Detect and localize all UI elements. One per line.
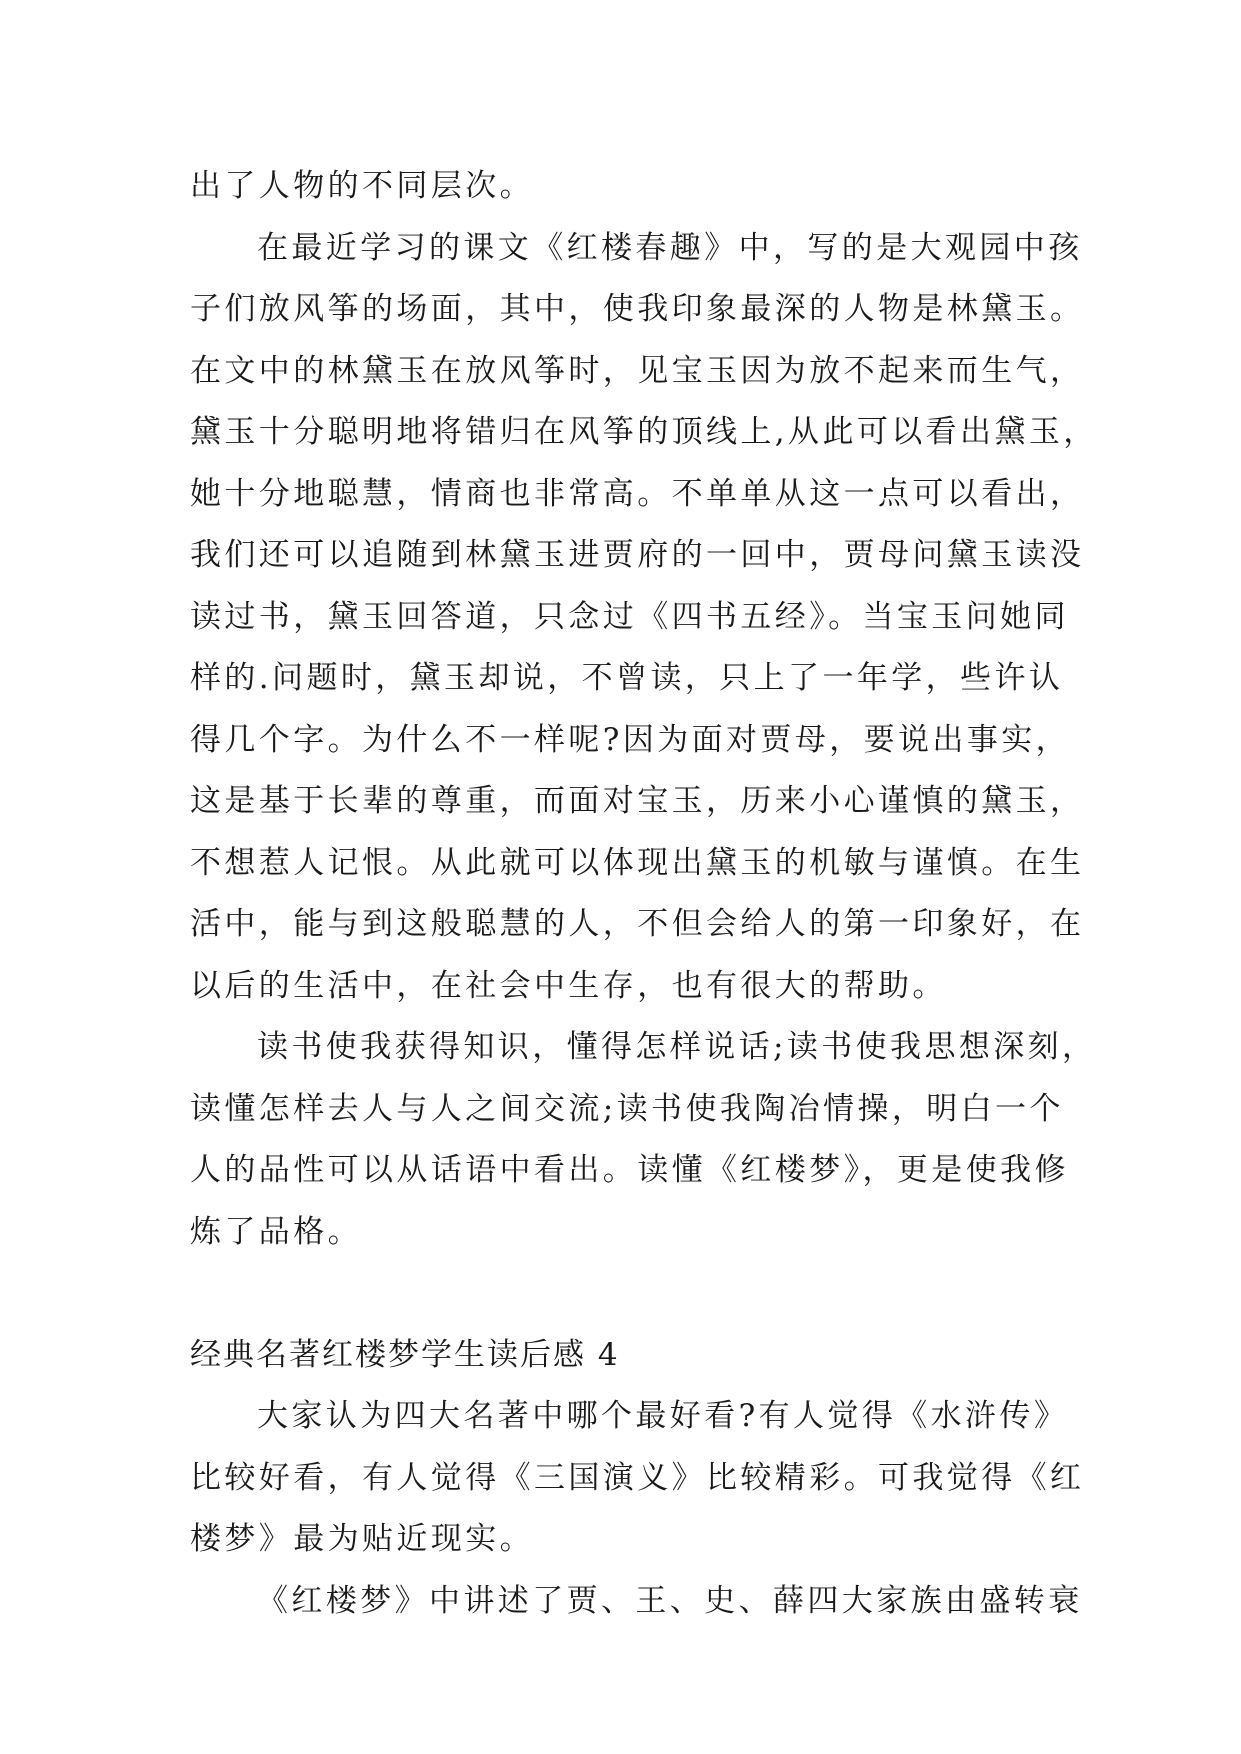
paragraph-four-families: [190, 1571, 1083, 1633]
text-line: 在文中的林黛玉在放风筝时，见宝玉因为放不起来而生气，: [190, 352, 1085, 389]
text-line: 她十分地聪慧，情商也非常高。不单单从这一点可以看出，: [190, 475, 1085, 512]
text-line: 我们还可以追随到林黛玉进贾府的一回中，贾母问黛玉读没: [190, 537, 1085, 573]
text-line: 出了人物的不同层次。: [190, 168, 534, 204]
text-line: 大家认为四大名著中哪个最好看?有人觉得《水浒传》: [257, 1398, 1069, 1434]
text-line: 子们放风筝的场面，其中，使我印象最深的人物是林黛玉。: [190, 291, 1085, 327]
blank-line: [190, 1263, 1070, 1325]
paragraph-continuation: [190, 156, 1070, 218]
text-line: 得几个字。为什么不一样呢?因为面对贾母，要说出事实，: [190, 721, 1071, 758]
text-line: 样的.问题时，黛玉却说，不曾读，只上了一年学，些许认: [190, 660, 1064, 696]
text-line: 在最近学习的课文《红楼春趣》中，写的是大观园中孩: [257, 229, 1083, 266]
paragraph-honglou-chunqu: [190, 218, 1098, 1018]
paragraph-four-classics: [190, 1386, 1085, 1571]
text-line: 读书使我获得知识，懂得怎样说话;读书使我思想深刻，: [257, 1029, 1097, 1065]
text-line: 炼了品格。: [190, 1213, 362, 1250]
text-line: 黛玉十分聪明地将错归在风筝的顶线上,从此可以看出黛玉，: [190, 414, 1098, 450]
text-line: 人的品性可以从话语中看出。读懂《红楼梦》，更是使我修: [190, 1152, 1069, 1188]
text-line: 不想惹人记恨。从此就可以体现出黛玉的机敏与谨慎。在生: [190, 844, 1085, 881]
text-line: 以后的生活中，在社会中生存，也有很大的帮助。: [190, 967, 947, 1004]
text-line: 活中，能与到这般聪慧的人，不但会给人的第一印象好，在: [190, 906, 1085, 942]
section-heading: 经典名著红楼梦学生读后感 4: [190, 1336, 620, 1373]
paragraph-reading-benefits: [190, 1017, 1097, 1263]
document-body: [190, 156, 1098, 1632]
text-line: 读懂怎样去人与人之间交流;读书使我陶冶情操，明白一个: [190, 1090, 1064, 1127]
text-line: 比较好看，有人觉得《三国演义》比较精彩。可我觉得《红: [190, 1459, 1085, 1496]
text-line: 读过书，黛玉回答道，只念过《四书五经》。当宝玉问她同: [190, 598, 1069, 635]
text-line: 《红楼梦》中讲述了贾、王、史、薛四大家族由盛转衰: [257, 1582, 1083, 1619]
text-line: 楼梦》最为贴近现实。: [190, 1521, 534, 1557]
text-line: 这是基于长辈的尊重，而面对宝玉，历来小心谨慎的黛玉，: [190, 783, 1085, 819]
